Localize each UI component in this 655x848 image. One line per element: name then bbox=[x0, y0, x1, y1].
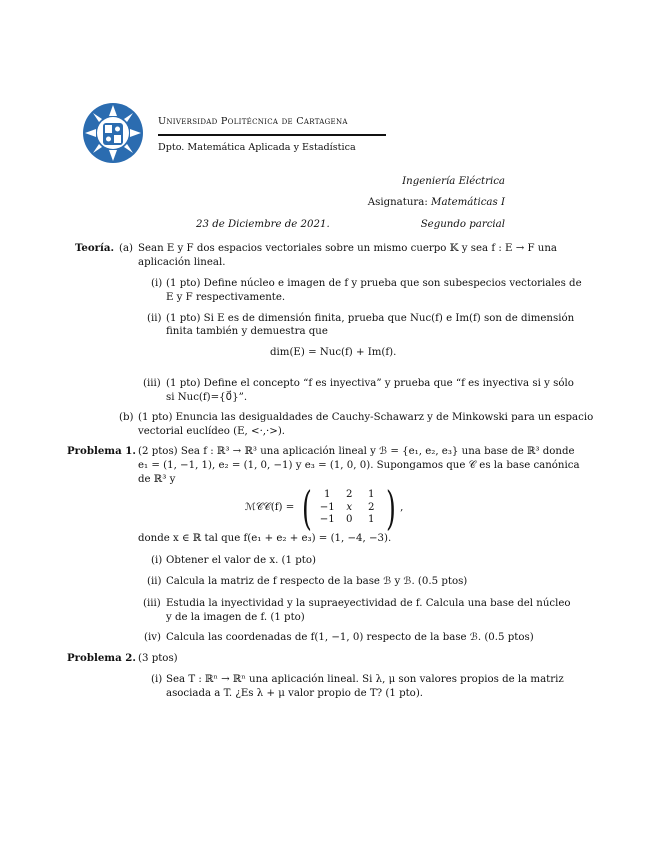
matrix-cell: 1 bbox=[323, 489, 331, 501]
exam-type: Segundo parcial bbox=[420, 219, 505, 230]
problem2-i-text-2: asociada a T. ¿Es λ + μ valor propio de T? (1 pto). bbox=[166, 688, 424, 699]
theory-iii-label: (iii) bbox=[143, 378, 161, 389]
theory-ii-text-2: finita también y demuestra que bbox=[166, 326, 328, 337]
problem1-matrix-equation bbox=[245, 481, 404, 535]
problem1-iv-text: Calcula las coordenadas de f(1, −1, 0) respecto de la base ℬ. (0.5 ptos) bbox=[166, 632, 534, 643]
matrix-left-paren: ( bbox=[302, 481, 313, 535]
university-name: Universidad Politécnica de Cartagena bbox=[158, 116, 348, 127]
matrix-cell: 1 bbox=[367, 514, 375, 526]
matrix-right-paren: ) bbox=[386, 481, 397, 535]
problem2-heading: Problema 2. bbox=[67, 652, 136, 664]
problem1-text-2: e₁ = (1, −1, 1), e₂ = (1, 0, −1) y e₃ = (1, 0, 0). Supongamos que 𝒞 es la base canónica bbox=[138, 460, 580, 471]
problem1-ii-label: (ii) bbox=[147, 576, 162, 587]
matrix-grid bbox=[316, 489, 382, 527]
matrix-cell: 0 bbox=[345, 514, 353, 526]
theory-b-text-1: (1 pto) Enuncia las desigualdades de Cauchy-Schawarz y de Minkowski para un espacio bbox=[138, 412, 594, 423]
theory-heading: Teoría. bbox=[75, 242, 115, 254]
department-name: Dpto. Matemática Aplicada y Estadística bbox=[158, 142, 356, 153]
theory-a-text-2: aplicación lineal. bbox=[138, 257, 226, 268]
problem1-ii-text: Calcula la matriz de f respecto de la base ℬ y ℬ. (0.5 ptos) bbox=[166, 576, 468, 587]
theory-a-text-1: Sean E y F dos espacios vectoriales sobre un mismo cuerpo 𝕂 y sea f : E → F una bbox=[138, 243, 557, 254]
theory-i-label: (i) bbox=[151, 278, 163, 289]
problem2-i-text-1: Sea T : ℝⁿ → ℝⁿ una aplicación lineal. Si λ, μ son valores propios de la matriz bbox=[166, 674, 564, 685]
problem1-iii-label: (iii) bbox=[143, 598, 161, 609]
university-logo bbox=[82, 102, 144, 164]
theory-i-text-1: (1 pto) Define núcleo e imagen de f y prueba que son subespecios vectoriales de bbox=[166, 278, 582, 289]
problem2-text: (3 ptos) bbox=[138, 653, 178, 664]
problem1-text-3: de ℝ³ y bbox=[138, 474, 176, 485]
problem1-iii-text-1: Estudia la inyectividad y la supraeyectividad de f. Calcula una base del núcleo bbox=[166, 598, 571, 609]
matrix-cell: 1 bbox=[367, 489, 375, 501]
subject-name: Matemáticas I bbox=[431, 197, 505, 208]
matrix-cell: −1 bbox=[319, 514, 335, 526]
matrix-cell: 2 bbox=[367, 501, 375, 513]
matrix-cell: x bbox=[346, 501, 353, 513]
theory-iii-text-2: si Nuc(f)={0⃗}”. bbox=[166, 392, 248, 403]
subject-label: Asignatura: bbox=[367, 197, 428, 208]
theory-b-text-2: vectorial euclídeo (E, <·,·>). bbox=[138, 426, 286, 437]
problem1-i-label: (i) bbox=[151, 555, 163, 566]
problem1-text-4: donde x ∈ ℝ tal que f(e₁ + e₂ + e₃) = (1, −4, −3). bbox=[138, 533, 392, 544]
problem1-iv-label: (iv) bbox=[144, 632, 161, 643]
header-rule bbox=[158, 134, 386, 136]
exam-date: 23 de Diciembre de 2021. bbox=[196, 219, 330, 230]
theory-ii-text-1: (1 pto) Si E es de dimensión finita, prueba que Nuc(f) e Im(f) son de dimensión bbox=[166, 313, 575, 324]
problem1-i-text: Obtener el valor de x. (1 pto) bbox=[166, 555, 316, 566]
theory-iii-text-1: (1 pto) Define el concepto “f es inyectiva” y prueba que “f es inyectiva si y sólo bbox=[166, 378, 574, 389]
problem2-i-label: (i) bbox=[151, 674, 163, 685]
theory-a-label: (a) bbox=[119, 243, 134, 254]
problem1-iii-text-2: y de la imagen de f. (1 pto) bbox=[166, 612, 305, 623]
degree-name: Ingeniería Eléctrica bbox=[402, 176, 505, 187]
subject-line bbox=[300, 196, 505, 210]
problem1-text-1: (2 ptos) Sea f : ℝ³ → ℝ³ una aplicación lineal y ℬ = {e₁, e₂, e₃} una base de ℝ³ donde bbox=[138, 446, 575, 457]
theory-b-label: (b) bbox=[119, 412, 134, 423]
matrix-cell: −1 bbox=[319, 501, 335, 513]
theory-ii-label: (ii) bbox=[147, 313, 162, 324]
theory-ii-formula: dim(E) = Nuc(f) + Im(f). bbox=[270, 347, 397, 358]
matrix-cell: 2 bbox=[345, 489, 353, 501]
matrix-tail: , bbox=[400, 502, 404, 514]
problem1-heading: Problema 1. bbox=[67, 445, 136, 457]
theory-i-text-2: E y F respectivamente. bbox=[166, 292, 286, 303]
matrix-lhs: ℳ𝒞𝒞(f) = bbox=[245, 502, 295, 514]
